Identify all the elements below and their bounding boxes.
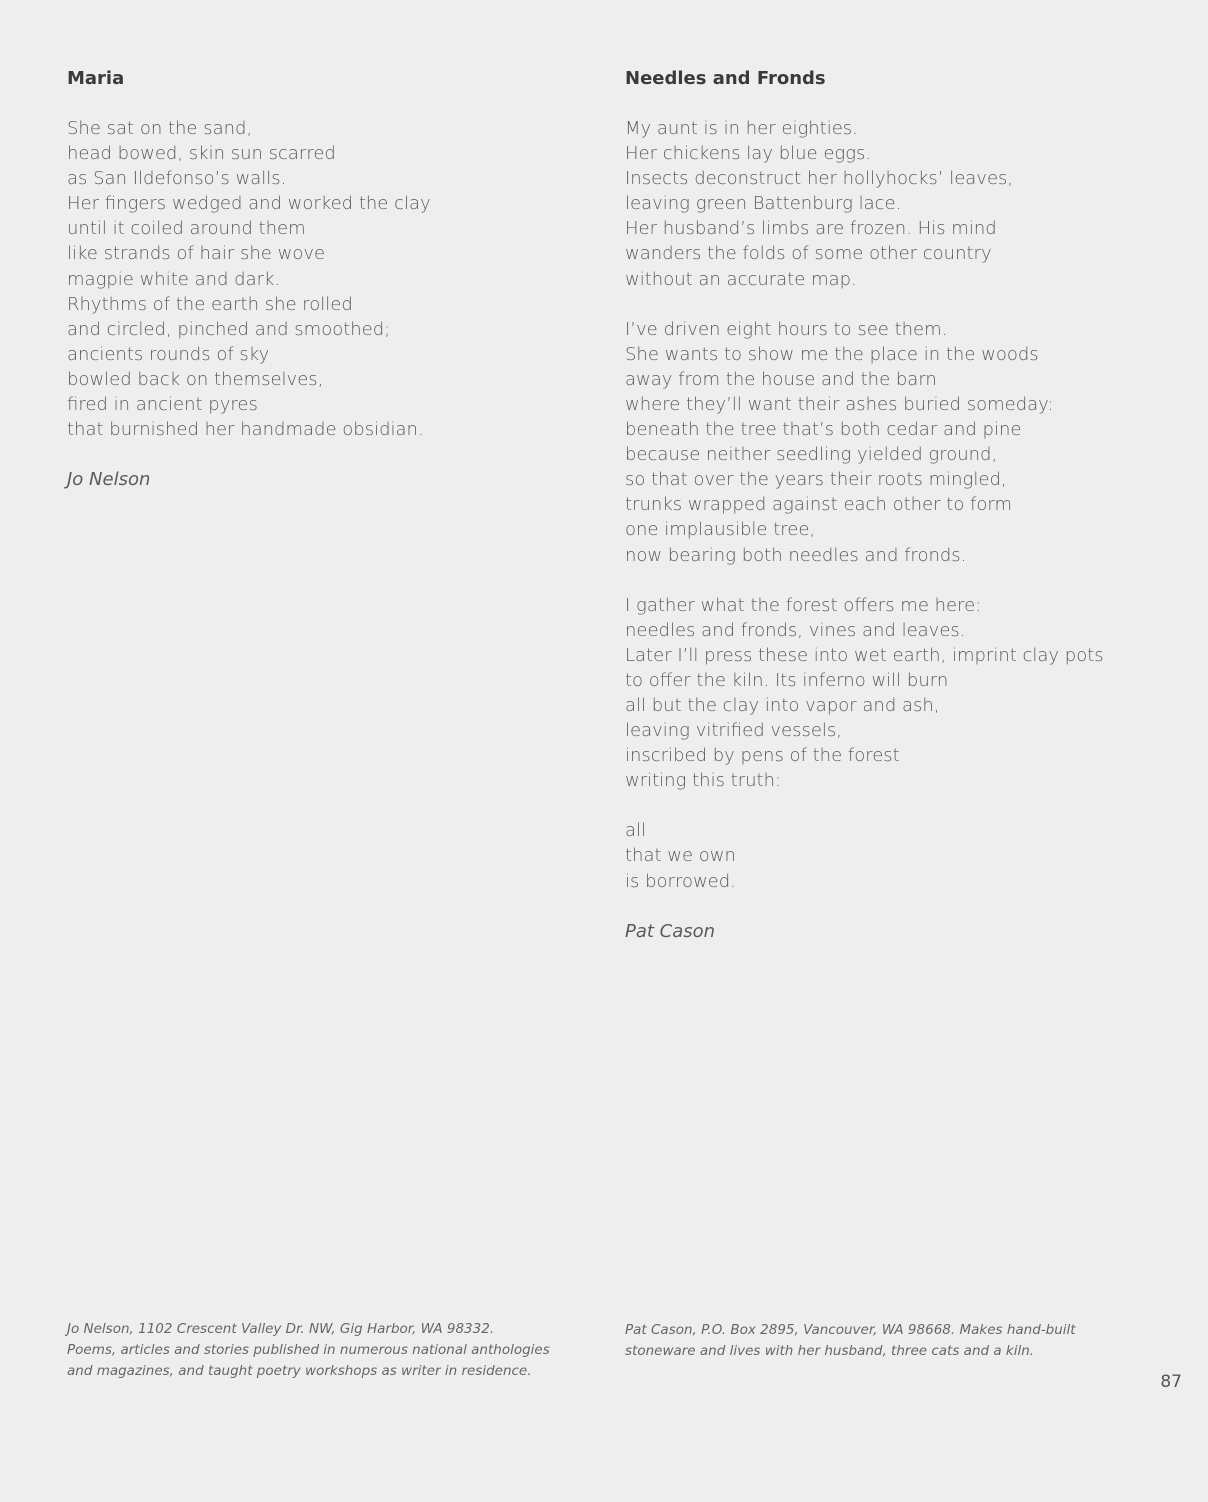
stanza	[625, 818, 1145, 893]
poem-body	[625, 116, 1145, 944]
stanza	[625, 116, 1145, 292]
poem-line: writing this truth:	[625, 770, 782, 792]
bio-line: and magazines, and taught poetry workshops as writer in residence.	[67, 1363, 532, 1379]
bio-line: stoneware and lives with her husband, three cats and a kiln.	[625, 1343, 1035, 1359]
poem-line: My aunt is in her eighties.	[625, 118, 858, 139]
poem-line: all but the clay into vapor and ash,	[625, 694, 940, 716]
poem-line: wanders the folds of some other country	[625, 243, 992, 265]
poem-line: one implausible tree,	[625, 519, 816, 541]
contributor-bio-pat-cason	[625, 1320, 1076, 1362]
stanza	[67, 116, 567, 442]
poem-line: because neither seedling yielded ground,	[625, 444, 998, 466]
poem-body	[67, 116, 567, 492]
poem-line: bowled back on themselves,	[67, 368, 324, 390]
poem-line: trunks wrapped against each other to form	[625, 494, 1013, 516]
poem-line: beneath the tree that’s both cedar and pine	[625, 419, 1022, 441]
bio-line: Poems, articles and stories published in numerous national anthologies	[67, 1342, 550, 1358]
poem-line: She wants to show me the place in the woods	[625, 343, 1039, 365]
poem-line: Her husband’s limbs are frozen. His mind	[625, 218, 997, 240]
poem-author: Pat Cason	[625, 920, 716, 942]
poem-line: needles and fronds, vines and leaves.	[625, 619, 966, 641]
poem-line: I gather what the forest offers me here:	[625, 594, 982, 616]
poem-line: where they’ll want their ashes buried someday:	[625, 393, 1054, 415]
poem-line: magpie white and dark.	[67, 268, 281, 290]
poem-line: that we own	[625, 845, 736, 867]
poem-title: Maria	[67, 68, 125, 89]
poem-author: Jo Nelson	[67, 469, 151, 491]
poem-line: inscribed by pens of the forest	[625, 745, 900, 767]
poem-line: Her chickens lay blue eggs.	[625, 143, 872, 165]
poem-line: Her fingers wedged and worked the clay	[67, 193, 431, 215]
poem-line: She sat on the sand,	[67, 118, 253, 139]
bio-line: Pat Cason, P.O. Box 2895, Vancouver, WA 98668. Makes hand-built	[625, 1322, 1076, 1338]
poem-line: all	[625, 820, 647, 842]
poem-line: as San Ildefonso’s walls.	[67, 168, 287, 190]
poem-line: that burnished her handmade obsidian.	[67, 419, 424, 441]
poem-line: fired in ancient pyres	[67, 394, 258, 416]
poem-line: to offer the kiln. Its inferno will burn	[625, 669, 949, 691]
poem-line: Later I’ll press these into wet earth, imprint clay pots	[625, 644, 1104, 666]
poem-maria	[67, 66, 567, 492]
poem-line: so that over the years their roots mingled,	[625, 469, 1007, 491]
stanza	[625, 593, 1145, 794]
poem-line: now bearing both needles and fronds.	[625, 544, 967, 566]
poem-line: ancients rounds of sky	[67, 343, 270, 365]
poem-title: Needles and Fronds	[625, 68, 826, 89]
poem-needles-and-fronds	[625, 66, 1145, 944]
poem-line: and circled, pinched and smoothed;	[67, 318, 391, 340]
page-number: 87	[1160, 1372, 1182, 1392]
poem-line: leaving green Battenburg lace.	[625, 193, 902, 215]
contributor-bio-jo-nelson	[67, 1319, 550, 1382]
poem-line: is borrowed.	[625, 870, 736, 892]
poem-line: away from the house and the barn	[625, 368, 937, 390]
poem-line: leaving vitrified vessels,	[625, 720, 843, 742]
poem-line: without an accurate map.	[625, 268, 857, 290]
stanza	[625, 317, 1145, 568]
poem-line: Insects deconstruct her hollyhocks’ leaves,	[625, 168, 1014, 190]
poem-line: like strands of hair she wove	[67, 243, 326, 265]
poem-line: until it coiled around them	[67, 218, 306, 240]
poem-line: I’ve driven eight hours to see them.	[625, 318, 948, 340]
poem-line: Rhythms of the earth she rolled	[67, 293, 353, 315]
poem-line: head bowed, skin sun scarred	[67, 143, 336, 165]
bio-line: Jo Nelson, 1102 Crescent Valley Dr. NW, Gig Harbor, WA 98332.	[67, 1321, 495, 1337]
